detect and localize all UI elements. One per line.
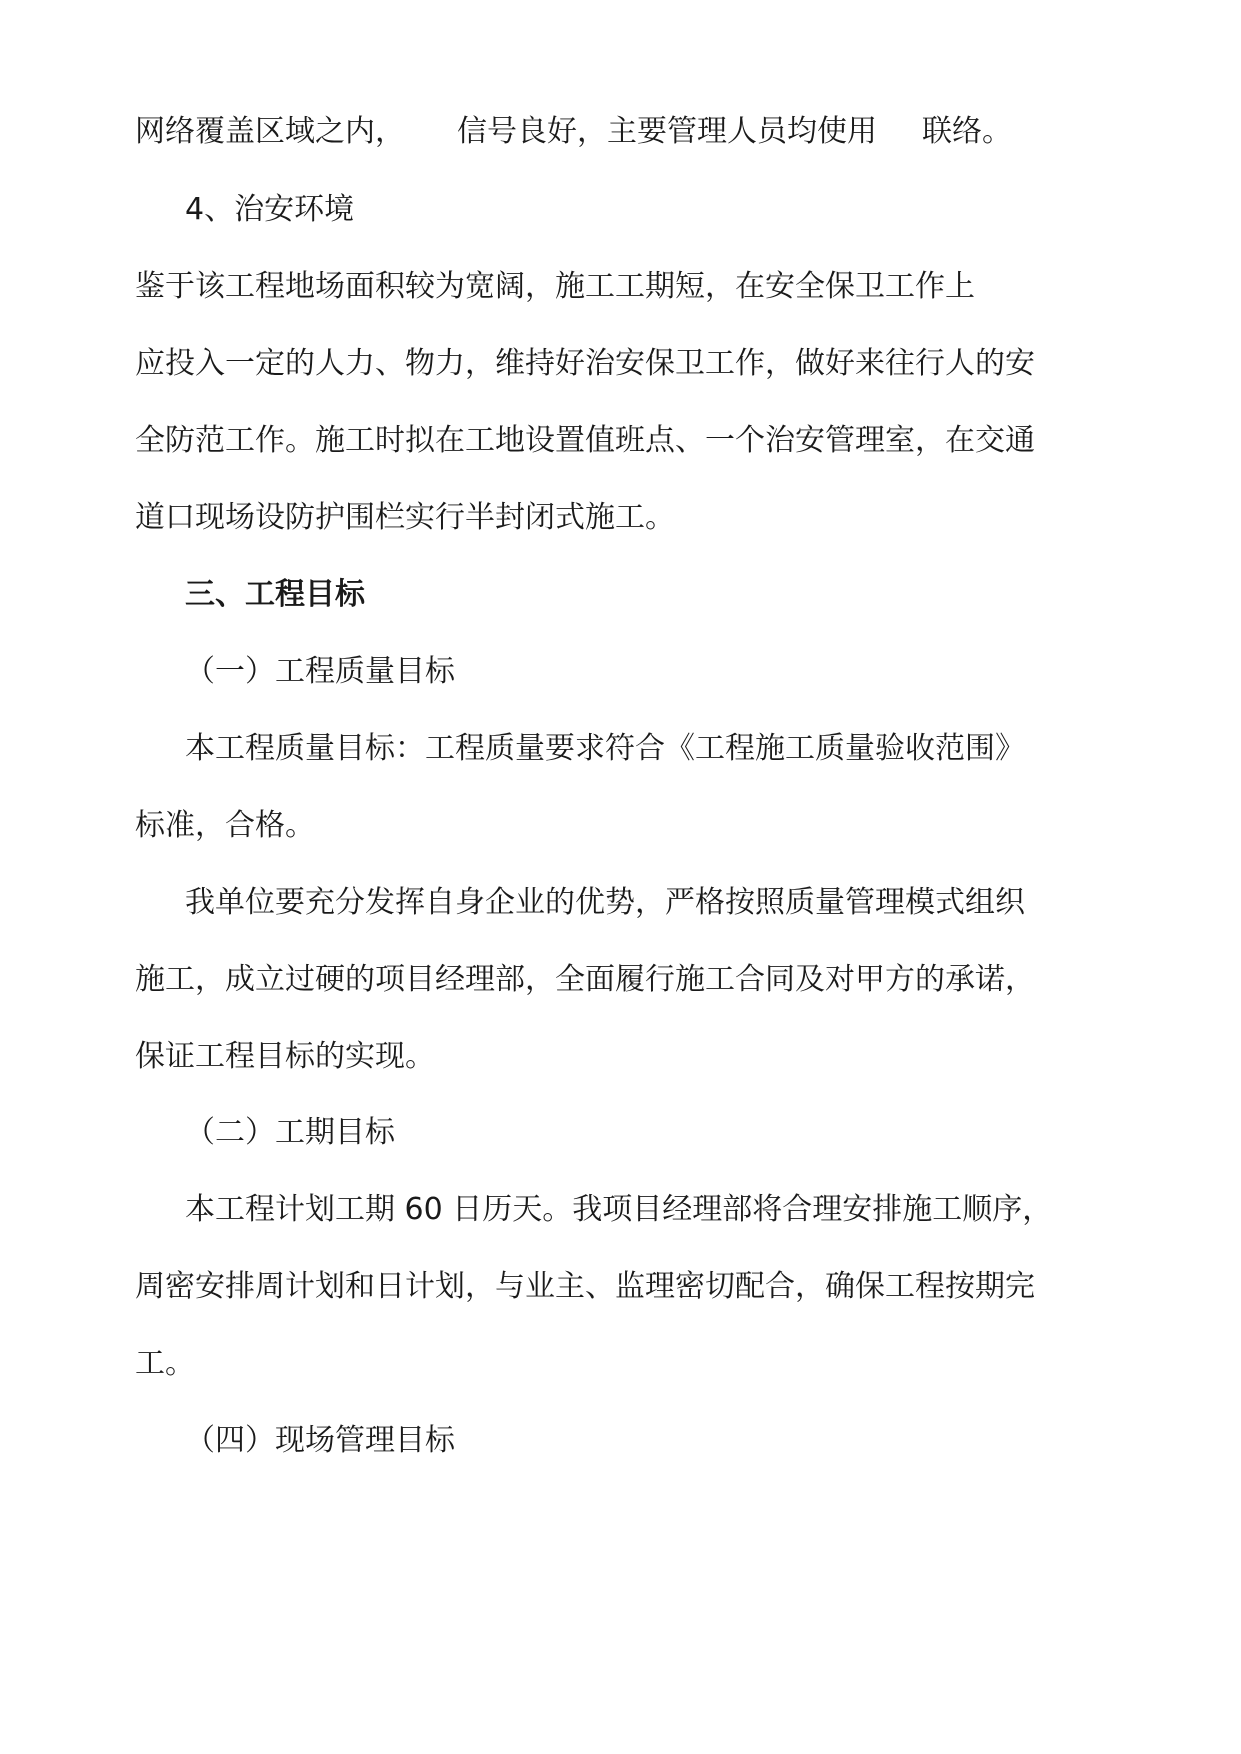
security-paragraph-line: 鉴于该工程地场面积较为宽阔，施工工期短，在安全保卫工作上 xyxy=(135,269,975,304)
security-paragraph-line: 全防范工作。施工时拟在工地设置值班点、一个治安管理室，在交通 xyxy=(135,423,1035,458)
network-text-b: 信号良好，主要管理人员均使用 xyxy=(457,114,877,149)
section-heading-goals: 三、工程目标 xyxy=(185,577,365,612)
security-paragraph-line: 道口现场设防护围栏实行半封闭式施工。 xyxy=(135,500,675,535)
network-coverage-line xyxy=(135,112,1125,152)
site-management-goal-heading: （四）现场管理目标 xyxy=(185,1423,455,1458)
schedule-paragraph-line: 工。 xyxy=(135,1346,195,1381)
commitment-paragraph-line: 保证工程目标的实现。 xyxy=(135,1039,435,1074)
schedule-paragraph-line: 本工程计划工期 60 日历天。我项目经理部将合理安排施工顺序， xyxy=(185,1192,1053,1227)
quality-paragraph-line: 标准，合格。 xyxy=(135,808,315,843)
schedule-paragraph-line: 周密安排周计划和日计划，与业主、监理密切配合，确保工程按期完 xyxy=(135,1269,1035,1304)
security-subheading: 4、治安环境 xyxy=(185,192,355,227)
quality-goal-heading: （一）工程质量目标 xyxy=(185,654,455,689)
commitment-paragraph-line: 施工，成立过硬的项目经理部，全面履行施工合同及对甲方的承诺， xyxy=(135,962,1035,997)
quality-paragraph-line: 本工程质量目标：工程质量要求符合《工程施工质量验收范围》 xyxy=(185,731,1025,766)
network-text-a: 网络覆盖区域之内， xyxy=(135,114,405,149)
security-paragraph-line: 应投入一定的人力、物力，维持好治安保卫工作，做好来往行人的安 xyxy=(135,346,1035,381)
network-text-c: 联络。 xyxy=(922,114,1012,149)
schedule-goal-heading: （二）工期目标 xyxy=(185,1115,395,1150)
commitment-paragraph-line: 我单位要充分发挥自身企业的优势，严格按照质量管理模式组织 xyxy=(185,885,1025,920)
